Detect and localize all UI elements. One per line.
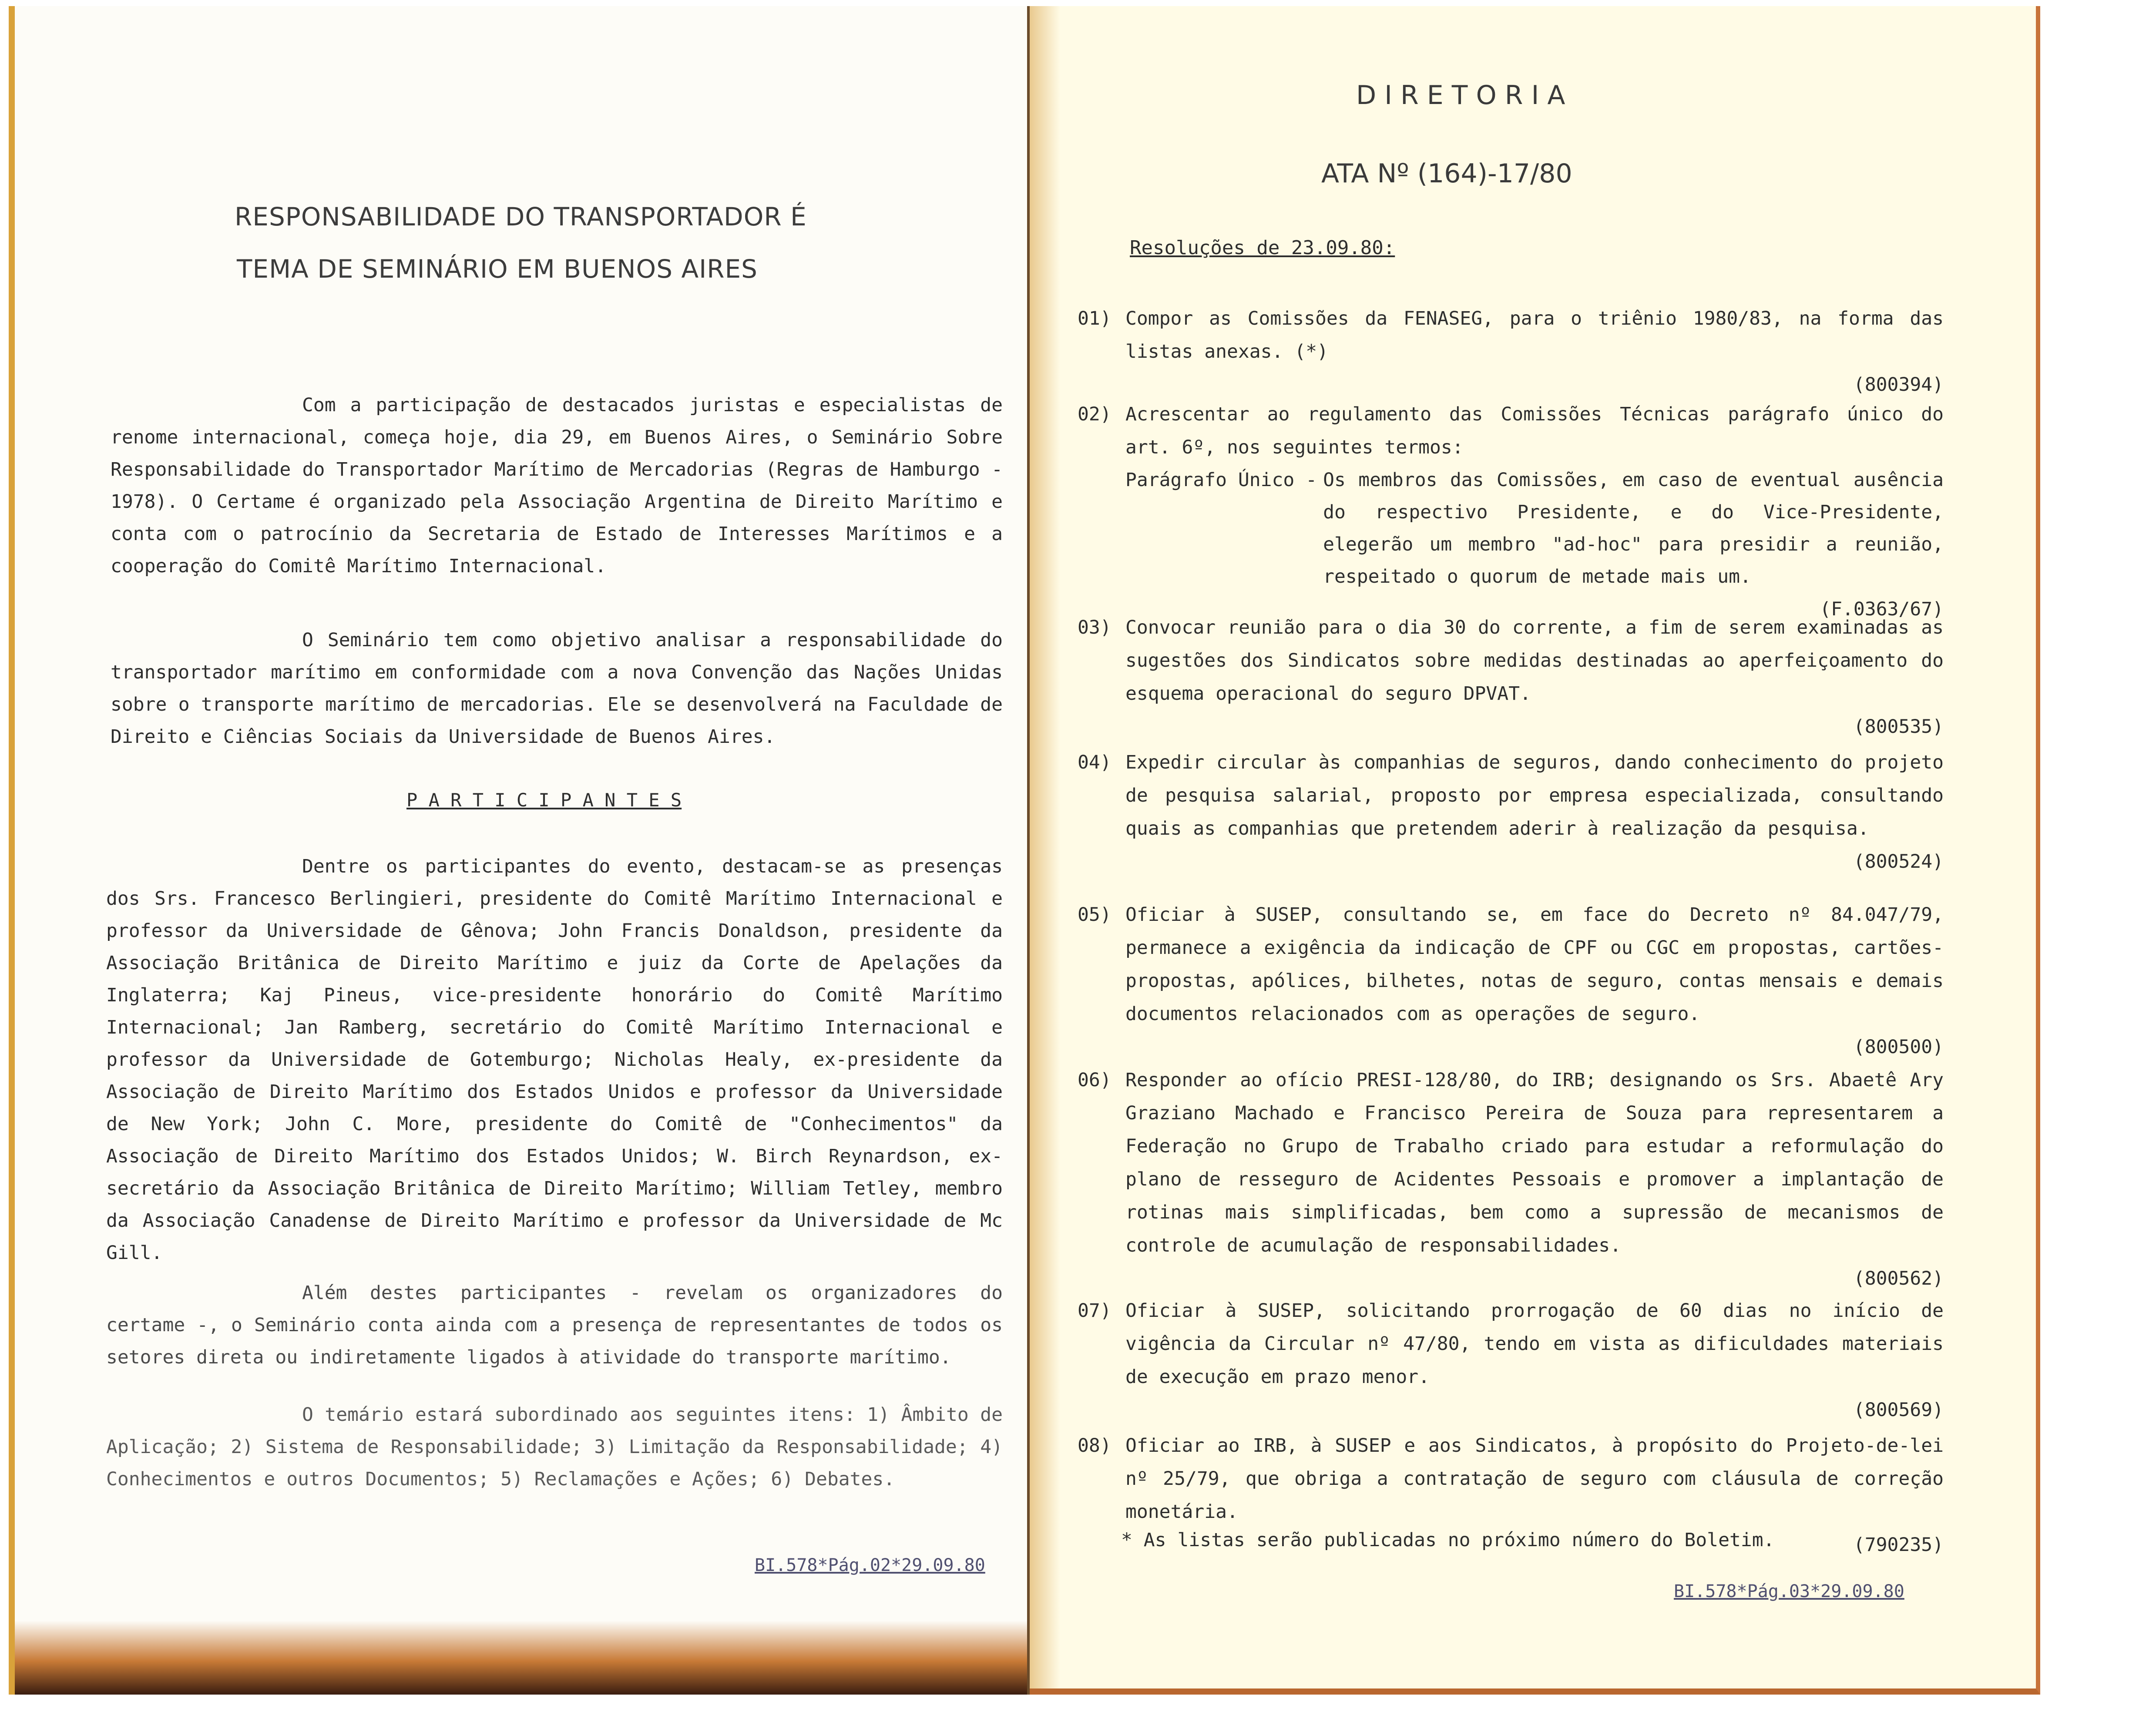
lists-footnote: * As listas serão publicadas no próximo número do Boletim. [1121, 1529, 1775, 1551]
resolution-body [1125, 746, 1944, 878]
resolution-body [1125, 302, 1944, 401]
resolution-body [1125, 1064, 1944, 1295]
article-headline-line-1: RESPONSABILIDADE DO TRANSPORTADOR É [235, 202, 807, 232]
process-number: (800394) [1853, 374, 1944, 396]
resolution-body [1125, 1294, 1944, 1427]
process-number: (800535) [1853, 716, 1944, 738]
section-title-diretoria: D I R E T O R I A [1356, 80, 1565, 111]
process-number: (800569) [1853, 1399, 1944, 1421]
paragraph-text: Dentre os participantes do evento, destacam-se as presenças dos Srs. Francesco Berlingieri, presidente do Comitê Marítimo Internacional e professor da Universidade de Gênova; John Francis Donaldson, presidente da Associação Britânica de Direito Marítimo e juiz da Corte de Apelações da Inglaterra; Kaj Pineus, vice-presidente honorário do Comitê Marítimo Internacional; Jan Ramberg, secretário do Comitê Marítimo Internacional e professor da Universidade de Gotemburgo; Nicholas Healy, ex-presidente da Associação de Direito Marítimo dos Estados Unidos e professor da Universidade de New York; John C. More, presidente do Comitê de "Conhecimentos" da Associação de Direito Marítimo dos Estados Unidos; W. Birch Reynardson, ex-secretário da Associação Britânica de Direito Marítimo; William Tetley, membro da Associação Canadense de Direito Marítimo e professor da Universidade de Mc Gill. [106, 856, 1003, 1264]
resolution-body [1125, 898, 1944, 1064]
resolution-number: 03) [1078, 617, 1112, 638]
minutes-number: ATA Nº (164)-17/80 [1321, 158, 1572, 189]
left-page [9, 6, 1027, 1695]
resolution-body [1125, 398, 1944, 626]
resolution-number: 01) [1078, 308, 1112, 329]
article-headline-line-2: TEMA DE SEMINÁRIO EM BUENOS AIRES [237, 254, 758, 284]
resolution-text: Convocar reunião para o dia 30 do corrente, a fim de serem examinadas as sugestões dos Sindicatos sobre medidas destinadas ao aperfeiçoamento do esquema operacional do seguro DPVAT. [1125, 617, 1944, 705]
process-number: (F.0363/67) [1820, 598, 1944, 620]
resolution-text: Oficiar ao IRB, à SUSEP e aos Sindicatos, à propósito do Projeto-de-lei nº 25/79, que obriga a contratação de seguro com cláusula de correção monetária. [1125, 1435, 1944, 1523]
paragraph-text: O Seminário tem como objetivo analisar a responsabilidade do transportador marítimo em conformidade com a nova Convenção das Nações Unidas sobre o transporte marítimo de mercadorias. Ele se desenvolverá na Faculdade de Direito e Ciências Sociais da Universidade de Buenos Aires. [111, 629, 1003, 748]
resolution-text: Compor as Comissões da FENASEG, para o triênio 1980/83, na forma das listas anexas. (*) [1125, 308, 1944, 363]
article-paragraph-5 [106, 1399, 1003, 1495]
process-number: (800500) [1853, 1036, 1944, 1058]
resolution-body [1125, 611, 1944, 743]
process-number: (800562) [1853, 1268, 1944, 1289]
right-page [1030, 6, 2040, 1695]
resolution-number: 02) [1078, 403, 1112, 425]
article-paragraph-3 [106, 850, 1003, 1269]
page-footer-left: BI.578*Pág.02*29.09.80 [755, 1555, 985, 1575]
paragraph-text: Além destes participantes - revelam os organizadores do certame -, o Seminário conta ainda com a presença de representantes de todos os setores direta ou indiretamente ligados à atividade do transporte marítimo. [106, 1282, 1003, 1368]
process-number: (800524) [1853, 851, 1944, 873]
resolution-text: Oficiar à SUSEP, consultando se, em face do Decreto nº 84.047/79, permanece a exigência da indicação de CPF ou CGC em propostas, cartões-propostas, apólices, bilhetes, notas de seguro, contas mensais e demais documentos relacionados com as operações de seguro. [1125, 904, 1944, 1025]
paragraph-unico-label: Parágrafo Único - [1125, 469, 1317, 491]
article-paragraph-1 [111, 389, 1003, 582]
page-footer-right: BI.578*Pág.03*29.09.80 [1674, 1581, 1904, 1601]
resolution-text: Responder ao ofício PRESI-128/80, do IRB; designando os Srs. Abaetê Ary Graziano Machado e Francisco Pereira de Souza para representarem a Federação no Grupo de Trabalho criado para estudar a reformulação do plano de resseguro de Acidentes Pessoais e promover a implantação de rotinas mais simplificadas, bem como a supressão de mecanismos de controle de acumulação de responsabilidades. [1125, 1069, 1944, 1256]
resolution-number: 05) [1078, 904, 1112, 926]
article-paragraph-2 [111, 624, 1003, 753]
resolution-number: 08) [1078, 1435, 1112, 1457]
resolution-number: 07) [1078, 1300, 1112, 1322]
resolution-number: 06) [1078, 1069, 1112, 1091]
process-number: (790235) [1853, 1534, 1944, 1556]
resolution-text: Oficiar à SUSEP, solicitando prorrogação de 60 dias no início de vigência da Circular nº 47/80, tendo em vista as dificuldades materiais de execução em prazo menor. [1125, 1300, 1944, 1388]
resolutions-date-heading: Resoluções de 23.09.80: [1130, 237, 1395, 259]
paragraph-text: O temário estará subordinado aos seguintes itens: 1) Âmbito de Aplicação; 2) Sistema de Responsabilidade; 3) Limitação da Responsabilidade; 4) Conhecimentos e outros Documentos; 5) Reclamações e Ações; 6) Debates. [106, 1404, 1003, 1490]
paragraph-unico-block [1125, 464, 1944, 593]
resolution-number: 04) [1078, 752, 1112, 773]
resolution-text: Expedir circular às companhias de seguros, dando conhecimento do projeto de pesquisa salarial, proposto por empresa especializada, consultando quais as companhias que pretendem aderir à realização da pesquisa. [1125, 752, 1944, 839]
article-paragraph-4 [106, 1277, 1003, 1373]
paragraph-unico-text: Os membros das Comissões, em caso de eventual ausência do respectivo Presidente, e do Vice-Presidente, elegerão um membro "ad-hoc" para presidir a reunião, respeitado o quorum de metade mais um. [1323, 469, 1944, 587]
resolution-text: Acrescentar ao regulamento das Comissões Técnicas parágrafo único do art. 6º, nos seguintes termos: [1125, 403, 1944, 458]
paragraph-text: Com a participação de destacados juristas e especialistas de renome internacional, começa hoje, dia 29, em Buenos Aires, o Seminário Sobre Responsabilidade do Transportador Marítimo de Mercadorias (Regras de Hamburgo - 1978). O Certame é organizado pela Associação Argentina de Direito Marítimo e conta com o patrocínio da Secretaria de Estado de Interesses Marítimos e a cooperação do Comitê Marítimo Internacional. [111, 394, 1003, 577]
section-heading-participantes: P A R T I C I P A N T E S [406, 789, 682, 811]
